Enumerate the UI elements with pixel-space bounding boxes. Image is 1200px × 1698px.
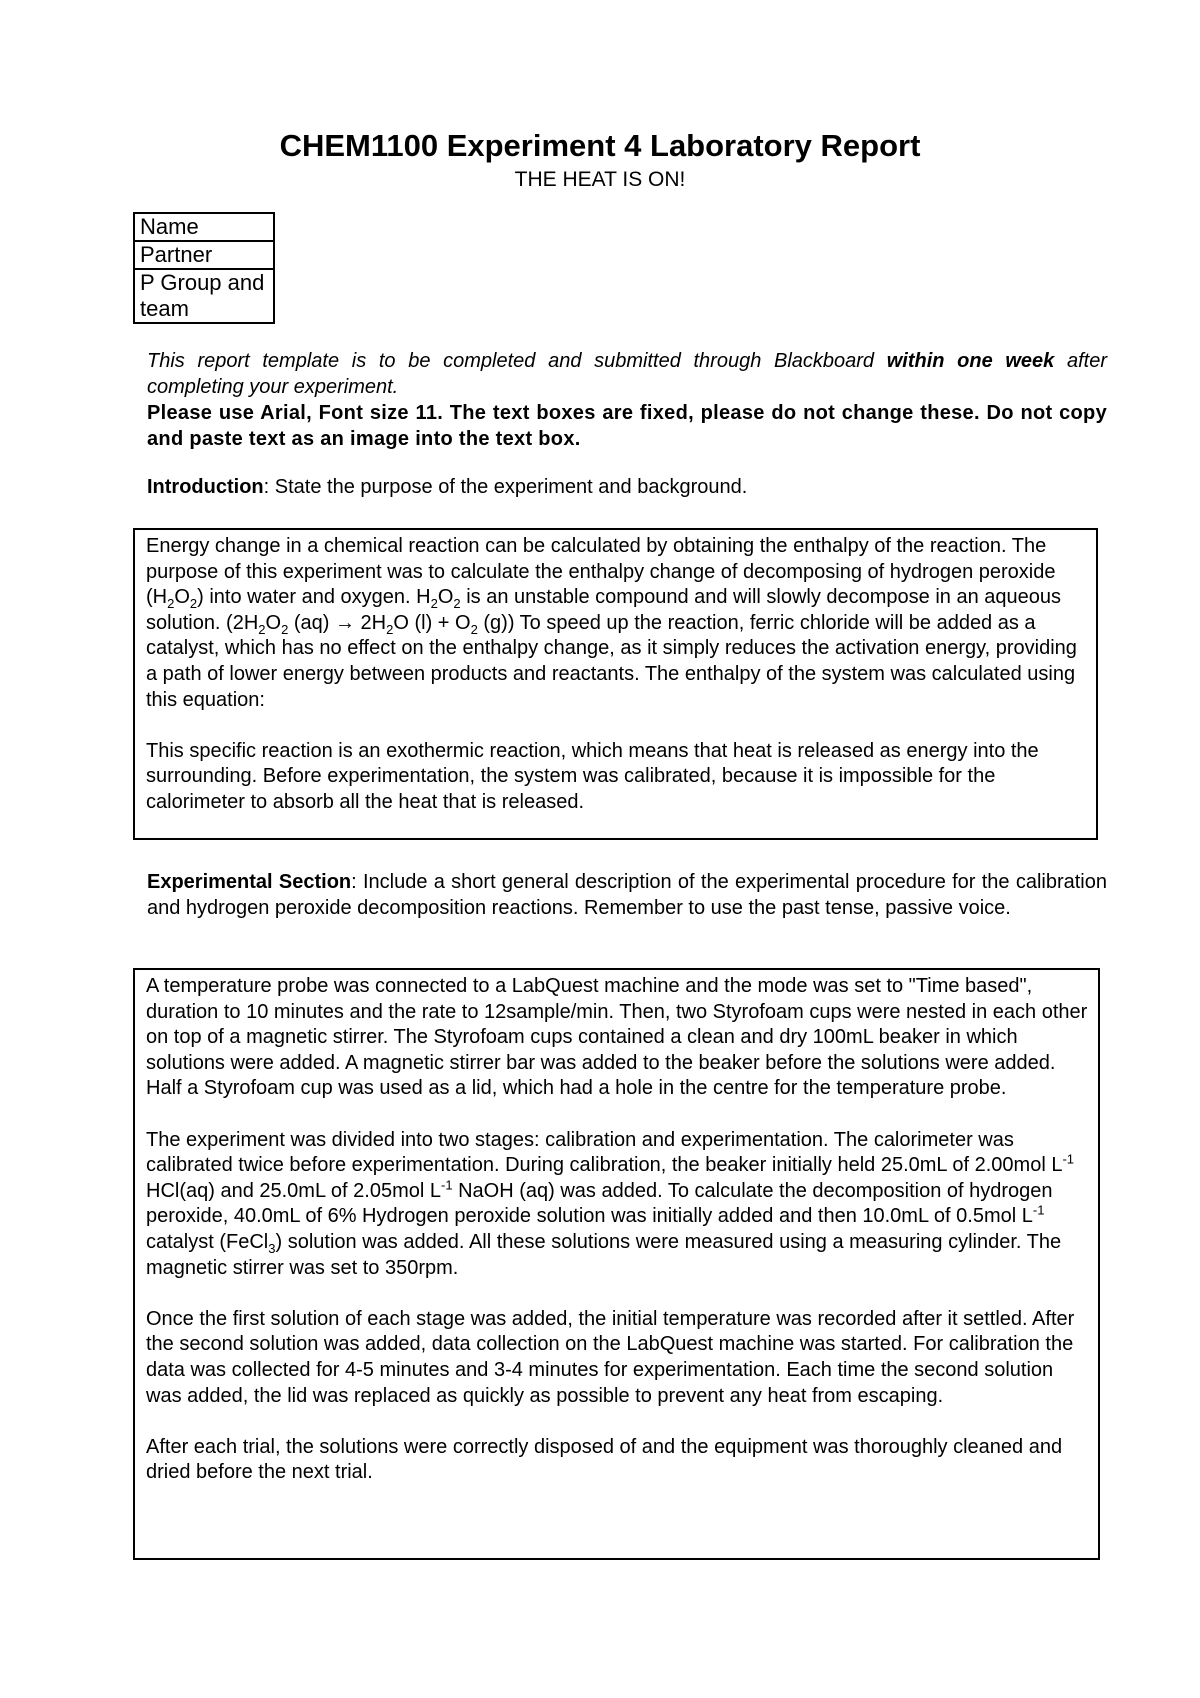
introduction-paragraph-1: Energy change in a chemical reaction can be calculated by obtaining the enthalpy of the reaction. The purpose of this experiment was to calculate the enthalpy change of decomposing of hydrogen peroxide $(H_2O_2)$ into water and oxygen. $H_2O_2$ is an unstable compound and will slowly decompose in an aqueous solution. ($2H_2O_2$ $(aq) \to 2H_2O$ $(l) + O_2$ (g)) To speed up the reaction, ferric chloride will be added as a catalyst, which has no effect on the enthalpy change, as it simply reduces the activation energy, providing a path of lower energy between products and reactants. The enthalpy of the system was calculated using this equation:: [146, 535, 1077, 711]
page-title: CHEM1100 Experiment 4 Laboratory Report: [279, 128, 921, 163]
experimental-text-box[interactable]: [133, 968, 1100, 1560]
experimental-paragraph-1: A temperature probe was connected to a LabQuest machine and the mode was set to "Time based", duration to 10 minutes and the rate to 12sample/min. Then, two Styrofoam cups were nested in each other on top of a magnetic stirrer. The Styrofoam cups contained a clean and dry 100mL beaker in which solutions were added. A magnetic stirrer bar was added to the beaker before the solutions were added. Half a Styrofoam cup was used as a lid, which had a hole in the centre for the temperature probe.: [146, 975, 1088, 1100]
experimental-title: Experimental Section: [147, 871, 352, 893]
introduction-title: Introduction: [147, 476, 264, 498]
introduction-paragraph-2: This specific reaction is an exothermic reaction, which means that heat is released as energy into the surrounding. Before experimentation, the system was calibrated, because it is impossible for the calorimeter to absorb all the heat that is released.: [146, 739, 1039, 813]
instructions: [147, 348, 1107, 452]
experimental-paragraph-2: The experiment was divided into two stages: calibration and experimentation. The calorimeter was calibrated twice before experimentation. During calibration, the beaker initially held 25.0mL of 2.00mol $L^{-1}$ HCl(aq) and 25.0mL of 2.05mol $L^{-1}$ NaOH (aq) was added. To calculate the decomposition of hydrogen peroxide, 40.0mL of 6% Hydrogen peroxide solution was initially added and then 10.0mL of 0.5mol $L^{-1}$ catalyst (FeCl$_3$) solution was added. All these solutions were measured using a measuring cylinder. The magnetic stirrer was set to 350rpm.: [146, 1128, 1074, 1279]
arrow-icon: →: [335, 611, 355, 634]
introduction-prompt: : State the purpose of the experiment and background.: [263, 476, 748, 498]
instructions-italic: This report template is to be completed and submitted through Blackboard: [147, 350, 887, 372]
formatting-note: Please use Arial, Font size 11. The text boxes are fixed, please do not change these. Do not copy and paste text as an image into the text box.: [147, 402, 1107, 450]
experimental-paragraph-4: After each trial, the solutions were correctly disposed of and the equipment was thoroughly cleaned and dried before the next trial.: [146, 1435, 1063, 1484]
experimental-prompt: : Include a short general description of the experimental procedure for the calibration and hydrogen peroxide decomposition reactions. Remember to use the past tense, passive voice.: [147, 871, 1107, 919]
introduction-text-box[interactable]: [133, 528, 1098, 840]
student-info-table: [133, 212, 275, 324]
info-partner-cell: Partner: [134, 241, 274, 269]
experimental-paragraph-3: Once the first solution of each stage was added, the initial temperature was recorded after it settled. After the second solution was added, data collection on the LabQuest machine was started. For calibration the data was collected for 4-5 minutes and 3-4 minutes for experimentation. Each time the second solution was added, the lid was replaced as quickly as possible to prevent any heat from escaping.: [146, 1307, 1075, 1407]
instructions-deadline: within one week: [886, 350, 1055, 372]
introduction-heading: [147, 474, 1107, 500]
info-group-cell: P Group and team: [134, 269, 274, 323]
instructions-italic-after: after completing your experiment.: [147, 350, 1108, 398]
experimental-heading: [147, 869, 1107, 921]
page-subtitle: THE HEAT IS ON!: [514, 168, 686, 191]
info-name-cell: Name: [134, 213, 274, 241]
